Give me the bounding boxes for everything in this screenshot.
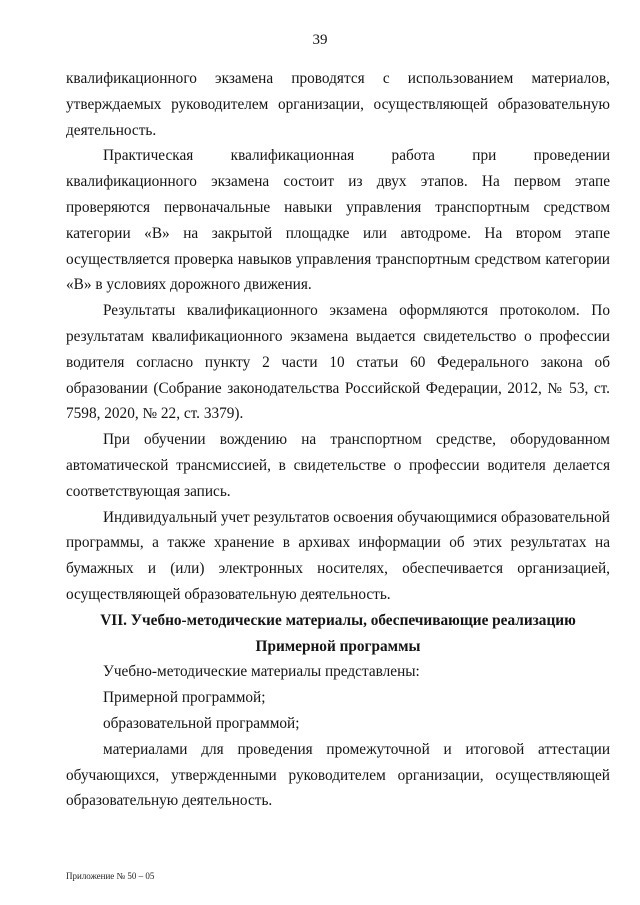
footer-note: Приложение № 50 – 05 bbox=[66, 871, 155, 881]
paragraph-records: Индивидуальный учет результатов освоения обучающимися образовательной программы, а также хранение в архивах информации об этих результатах на бумажных и (или) электронных носителях, обеспечивается организацией, осуществляющей образовательную деятельность. bbox=[66, 508, 610, 603]
materials-item-exemplary-program: Примерной программой; bbox=[103, 689, 266, 707]
section-heading-line1: VII. Учебно-методические материалы, обеспечивающие реализацию bbox=[100, 611, 576, 629]
paragraph-results: Результаты квалификационного экзамена оформляются протоколом. По результатам квалификационного экзамена выдается свидетельство о профессии водителя согласно пункту 2 части 10 статьи 60 Федерального закона об образовании (Собрание законодательства Российской Федерации, 2012, № 53, ст. 7598, 2020, № 22, ст. 3379). bbox=[66, 302, 610, 423]
page-number: 39 bbox=[312, 32, 328, 48]
document-body bbox=[66, 66, 610, 814]
paragraph-continuation: квалификационного экзамена проводятся с использованием материалов, утверждаемых руководителем организации, осуществляющей образовательную деятельность. bbox=[66, 70, 610, 139]
paragraph-automatic-transmission: При обучении вождению на транспортном средстве, оборудованном автоматической трансмиссией, в свидетельстве о профессии водителя делается соответствующая запись. bbox=[66, 431, 610, 500]
paragraph-practical-work: Практическая квалификационная работа при проведении квалификационного экзамена состоит из двух этапов. На первом этапе проверяются первоначальные навыки управления транспортным средством категории «В» на закрытой площадке или автодроме. На втором этапе осуществляется проверка навыков управления транспортным средством категории «В» в условиях дорожного движения. bbox=[66, 147, 610, 294]
materials-item-attestation: материалами для проведения промежуточной и итоговой аттестации обучающихся, утвержденными руководителем организации, осуществляющей образовательную деятельность. bbox=[66, 740, 610, 810]
section-heading-line2: Примерной программы bbox=[255, 637, 421, 655]
materials-item-educational-program: образовательной программой; bbox=[103, 714, 300, 732]
materials-intro: Учебно-методические материалы представлены: bbox=[103, 663, 420, 681]
